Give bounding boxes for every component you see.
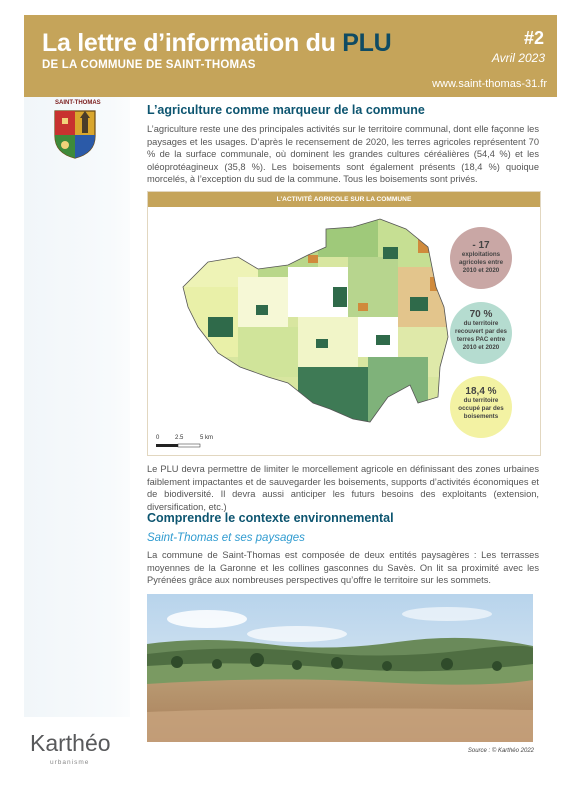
- scale-bar-segment: [156, 444, 178, 447]
- newsletter-title: [42, 29, 391, 58]
- section-heading-agriculture: L’agriculture comme marqueur de la commune: [147, 103, 425, 117]
- landscape-photo: [147, 594, 533, 742]
- coat-of-arms-icon: [52, 108, 98, 160]
- scale-label: 0: [156, 435, 160, 441]
- subtitle-prefix: DE LA: [42, 59, 81, 71]
- paragraph-landscapes: La commune de Saint-Thomas est composée de deux entités paysagères : Les terrasses moyennes de la Garonne et les collines gasconnes du Savès. On lit sa proximité avec les Pyrénées grâce aux nombreuses perspectives qu’offre le territoire sur les sommets.: [147, 550, 539, 586]
- subtitle-commune: COMMUNE DE SAINT-THOMAS: [80, 59, 256, 71]
- agricultural-map-figure: [147, 191, 541, 456]
- section-environment: [147, 511, 539, 587]
- stat-pac-land: 70 % du territoire recouvert par des terres PAC entre 2010 et 2020: [450, 302, 512, 364]
- scale-bar-segment: [178, 444, 200, 447]
- title-main: La lettre d’information du: [42, 29, 343, 57]
- scale-label: 5 km: [200, 435, 214, 441]
- section-heading-environment: Comprendre le contexte environnemental: [147, 511, 394, 525]
- stat-woodland: 18,4 % du territoire occupé par des boisements: [450, 376, 512, 438]
- paragraph-agriculture: L’agriculture reste une des principales activités sur le territoire communal, dont elle façonne les paysages et les usages. D’après le recensement de 2020, les terres agricoles représentent 70 % de la surface communale, où dominent les grandes cultures céréalières (54,4 %) et les oléoprotéagineux (35,8 %). Les boisements sont également présents (18,4 %) quoique morcelés, à l’exception du sud de la commune. Tous les boisements sont privés.: [147, 124, 539, 185]
- section-agriculture: [147, 103, 539, 186]
- kartheo-logo: Karthéo: [30, 730, 111, 756]
- website-link[interactable]: www.saint-thomas-31.fr: [432, 78, 547, 90]
- crest-name: SAINT-THOMAS: [55, 100, 101, 106]
- kartheo-logo-subtitle: urbanisme: [50, 759, 90, 766]
- section-plu-goals: [147, 463, 539, 513]
- stat-exploitations: - 17 exploitations agricoles entre 2010 et 2020: [450, 227, 512, 289]
- paragraph-plu-goals: Le PLU devra permettre de limiter le morcellement agricole en définissant des zones urbaines faiblement impactantes et de sauvegarder les boisements, supports d’activités économiques et de biodiversité. Il devra aussi anticiper les futurs besoins des exploitants (extension, diversification, etc.): [147, 464, 539, 512]
- newsletter-subtitle: [42, 59, 256, 71]
- issue-number: #2: [523, 28, 544, 48]
- left-decorative-band: [24, 97, 130, 717]
- subheading-landscapes: Saint-Thomas et ses paysages: [147, 532, 305, 544]
- scale-label: 2.5: [175, 435, 184, 441]
- issue-date: Avril 2023: [491, 51, 545, 65]
- title-accent: PLU: [342, 29, 392, 57]
- photo-source: Source : © Karthéo 2022: [467, 748, 534, 754]
- map-banner-title: L’ACTIVITÉ AGRICOLE SUR LA COMMUNE: [148, 192, 540, 207]
- header-banner: [24, 15, 557, 97]
